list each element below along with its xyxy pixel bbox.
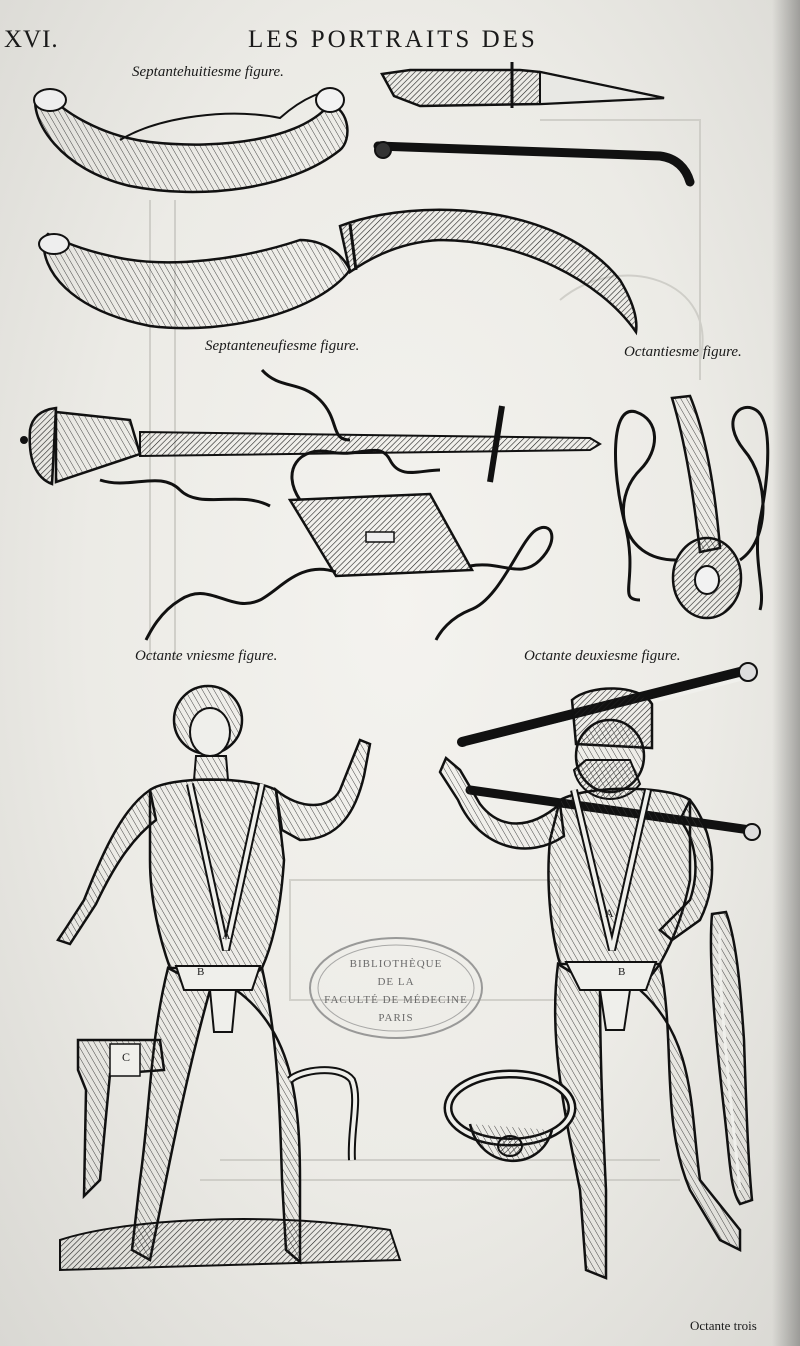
- fig78-knife-sheath: [34, 88, 347, 192]
- fig82-tube-device: [615, 396, 767, 618]
- fig79-curved-knife: [39, 210, 636, 332]
- letter-a-left: A: [222, 928, 231, 942]
- page-number: XVI.: [4, 26, 59, 53]
- fig-strap-83: [711, 912, 752, 1204]
- fig81-instrument: [20, 406, 600, 484]
- page-gutter-shadow: [772, 0, 800, 1346]
- stamp-line-1: BIBLIOTHÈQUE: [349, 958, 443, 970]
- caption-fig80: Octantiesme figure.: [624, 344, 742, 360]
- letter-c: C: [122, 1050, 131, 1064]
- letter-b-right: B: [618, 966, 626, 978]
- running-title: LES PORTRAITS DES: [248, 26, 538, 53]
- caption-fig78: Septantehuitiesme figure.: [132, 64, 284, 80]
- caption-fig81: Octante vniesme figure.: [135, 648, 278, 664]
- fig78-dagger: [382, 62, 664, 108]
- stamp-line-4: PARIS: [378, 1012, 414, 1024]
- page-header: [0, 22, 800, 62]
- stamp-line-2: DE LA: [377, 976, 415, 988]
- fig-right-man: [440, 688, 740, 1278]
- fig-belt-c: [78, 1040, 355, 1196]
- caption-fig82: Octante deuxiesme figure.: [524, 648, 681, 664]
- letter-b-left: B: [197, 966, 205, 978]
- caption-fig79: Septanteneufiesme figure.: [205, 338, 360, 354]
- library-stamp: [308, 936, 484, 1040]
- letter-a-right: A: [605, 906, 614, 920]
- caption-fig83-catchword: Octante trois: [690, 1318, 757, 1333]
- stamp-line-3: FACULTÉ DE MÉDECINE: [324, 994, 468, 1006]
- fig-round-belt: [448, 1074, 572, 1161]
- fig78-rod: [375, 142, 690, 182]
- fig81-bandage: [100, 370, 552, 640]
